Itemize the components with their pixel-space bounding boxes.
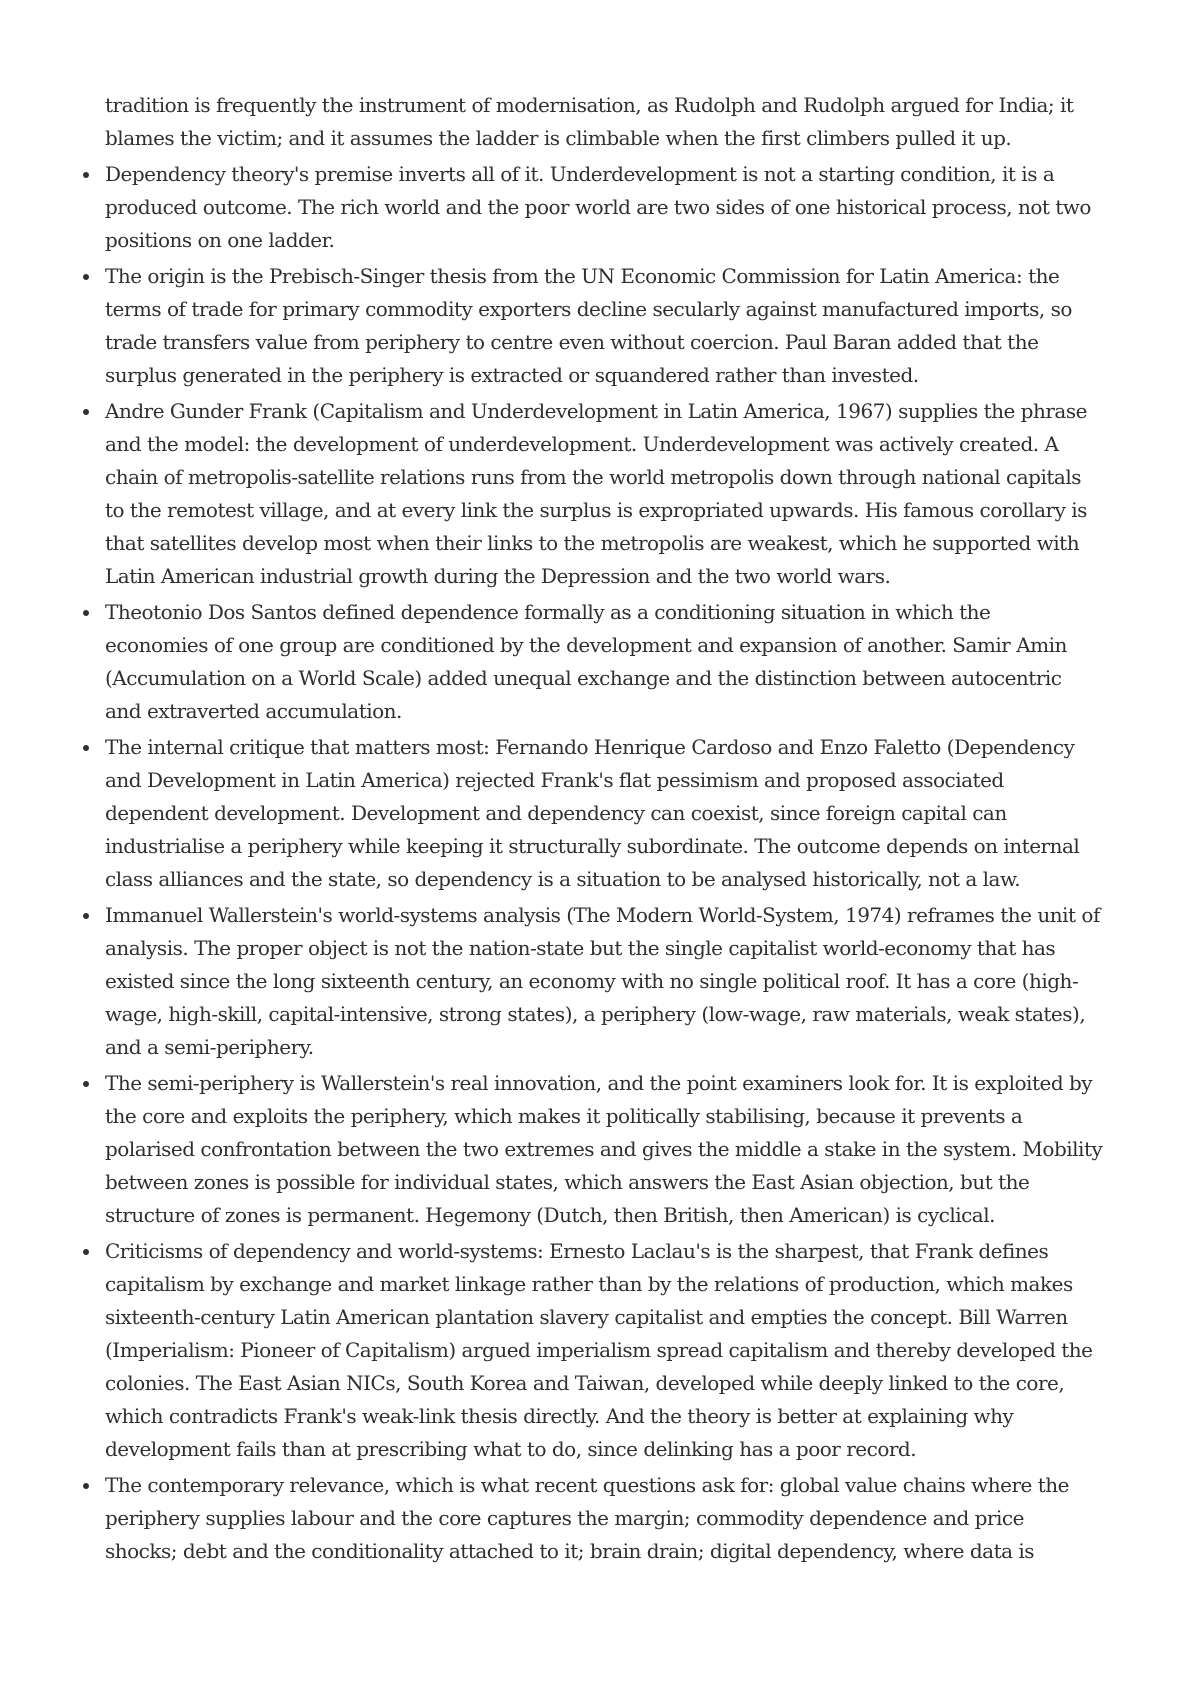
bullet-icon: [83, 745, 89, 751]
continued-paragraph: tradition is frequently the instrument of modernisation, as Rudolph and Rudolph argued for India; it blames the victim; and it assumes the ladder is climbable when the first climbers pulled it up.: [105, 93, 1074, 150]
bullet-icon: [83, 1249, 89, 1255]
bullet-item: [105, 158, 1130, 257]
bullet-icon: [83, 1081, 89, 1087]
bullet-item: [105, 1067, 1130, 1232]
bullet-icon: [83, 409, 89, 415]
bullet-item: [105, 596, 1130, 728]
bullet-icon: [83, 172, 89, 178]
bullet-item: [105, 899, 1130, 1064]
bullet-icon: [83, 610, 89, 616]
bullet-text: Dependency theory's premise inverts all of it. Underdevelopment is not a starting condition, it is a produced outcome. The rich world and the poor world are two sides of one historical process, not two positions on one ladder.: [105, 162, 1091, 252]
bullet-item: [105, 731, 1130, 896]
bullet-text: Andre Gunder Frank (Capitalism and Underdevelopment in Latin America, 1967) supplies the phrase and the model: the development of underdevelopment. Underdevelopment was actively created. A chain of metropolis-satellite relations runs from the world metropolis down through national capitals to the remotest village, and at every link the surplus is expropriated upwards. His famous corollary is that satellites develop most when their links to the metropolis are weakest, which he supported with Latin American industrial growth during the Depression and the two world wars.: [105, 399, 1087, 588]
bullet-icon: [83, 913, 89, 919]
bullet-text: The origin is the Prebisch-Singer thesis from the UN Economic Commission for Latin America: the terms of trade for primary commodity exporters decline secularly against manufactured imports, so trade transfers value from periphery to centre even without coercion. Paul Baran added that the surplus generated in the periphery is extracted or squandered rather than invested.: [105, 264, 1072, 387]
bullet-item: [105, 260, 1130, 392]
bullet-text: The internal critique that matters most: Fernando Henrique Cardoso and Enzo Faletto (Dependency and Development in Latin America) rejected Frank's flat pessimism and proposed associated dependent development. Development and dependency can coexist, since foreign capital can industrialise a periphery while keeping it structurally subordinate. The outcome depends on internal class alliances and the state, so dependency is a situation to be analysed historically, not a law.: [105, 735, 1080, 891]
bullet-item: [105, 1469, 1130, 1568]
bullet-list: [105, 158, 1130, 1568]
bullet-item: [105, 1235, 1130, 1466]
bullet-icon: [83, 1483, 89, 1489]
bullet-text: Criticisms of dependency and world-systems: Ernesto Laclau's is the sharpest, that Frank defines capitalism by exchange and market linkage rather than by the relations of production, which makes sixteenth-century Latin American plantation slavery capitalist and empties the concept. Bill Warren (Imperialism: Pioneer of Capitalism) argued imperialism spread capitalism and thereby developed the colonies. The East Asian NICs, South Korea and Taiwan, developed while deeply linked to the core, which contradicts Frank's weak-link thesis directly. And the theory is better at explaining why development fails than at prescribing what to do, since delinking has a poor record.: [105, 1239, 1093, 1461]
bullet-text: Immanuel Wallerstein's world-systems analysis (The Modern World-System, 1974) reframes the unit of analysis. The proper object is not the nation-state but the single capitalist world-economy that has existed since the long sixteenth century, an economy with no single political roof. It has a core (high- wage, high-skill, capital-intensive, strong states), a periphery (low-wage, raw materials, weak states), and a semi-periphery.: [105, 903, 1100, 1059]
bullet-text: The contemporary relevance, which is what recent questions ask for: global value chains where the periphery supplies labour and the core captures the margin; commodity dependence and price shocks; debt and the conditionality attached to it; brain drain; digital dependency, where data is: [105, 1473, 1069, 1563]
bullet-icon: [83, 274, 89, 280]
bullet-item: [105, 395, 1130, 593]
bullet-text: The semi-periphery is Wallerstein's real innovation, and the point examiners look for. It is exploited by the core and exploits the periphery, which makes it politically stabilising, because it prevents a polarised confrontation between the two extremes and gives the middle a stake in the system. Mobility between zones is possible for individual states, which answers the East Asian objection, but the structure of zones is permanent. Hegemony (Dutch, then British, then American) is cyclical.: [105, 1071, 1103, 1227]
bullet-text: Theotonio Dos Santos defined dependence formally as a conditioning situation in which the economies of one group are conditioned by the development and expansion of another. Samir Amin (Accumulation on a World Scale) added unequal exchange and the distinction between autocentric and extraverted accumulation.: [105, 600, 1067, 723]
